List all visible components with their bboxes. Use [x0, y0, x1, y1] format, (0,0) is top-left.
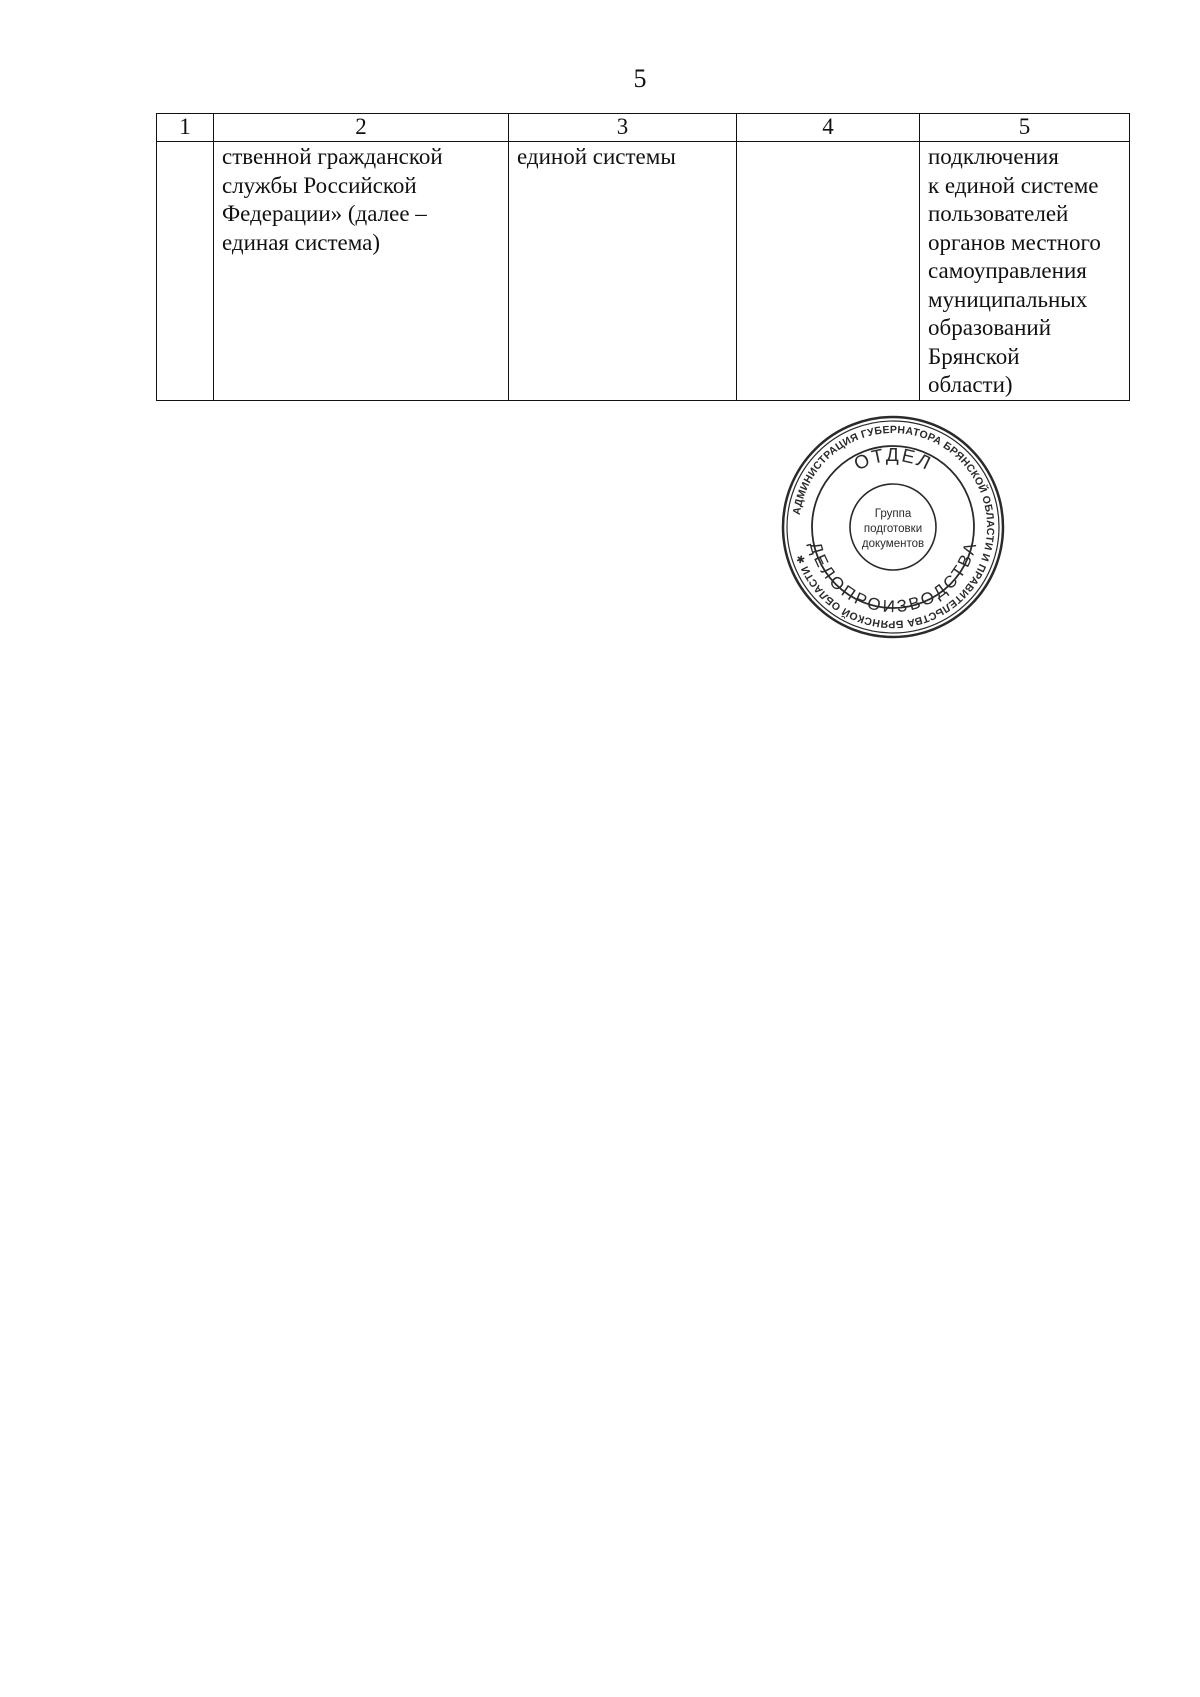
stamp-center-line: документов [861, 538, 925, 550]
header-cell-4: 4 [737, 114, 920, 142]
cell-text-line: органов местного [928, 229, 1101, 255]
stamp-ring-text: АДМИНИСТРАЦИЯ ГУБЕРНАТОРА БРЯНСКОЙ ОБЛАСТИ И ПРАВИТЕЛЬСТВА БРЯНСКОЙ ОБЛАСТИ ✱ [790, 423, 997, 631]
row-cell-4 [737, 142, 920, 401]
stamp-center-line: подготовки [863, 523, 923, 535]
cell-text-line: к единой системе [928, 172, 1099, 198]
header-cell-1: 1 [157, 114, 214, 142]
official-stamp [780, 414, 1006, 640]
stamp-bottom-text: ДЕЛОПРОИЗВОДСТВА [805, 539, 981, 617]
cell-text-line: образований [928, 315, 1052, 340]
cell-text-line: самоуправления [928, 258, 1087, 283]
document-table [156, 113, 1130, 401]
cell-text-line: ственной гражданской [222, 144, 443, 169]
header-cell-3: 3 [509, 114, 737, 142]
page-number: 5 [633, 64, 647, 93]
row-cell-5 [920, 142, 1130, 401]
row-cell-3 [509, 142, 737, 401]
cell-text-line: муниципальных [928, 286, 1088, 312]
header-cell-2: 2 [214, 114, 509, 142]
table-header-row [157, 114, 1130, 142]
stamp-center-line: Группа [874, 508, 912, 520]
header-cell-5: 5 [920, 114, 1130, 142]
stamp-top-text: ОТДЕЛ [851, 444, 936, 476]
cell-text-line: единая система) [222, 229, 381, 255]
table-row [157, 142, 1130, 401]
cell-text-line: Брянской [928, 343, 1020, 369]
row-cell-2 [214, 142, 509, 401]
cell-text-line: службы Российской [222, 172, 417, 198]
stamp-seal [780, 414, 1006, 640]
cell-text-line: единой системы [517, 144, 676, 169]
cell-text-line: подключения [928, 144, 1059, 169]
cell-text-line: области) [928, 372, 1013, 397]
cell-text-line: пользователей [928, 201, 1069, 226]
cell-text-line: Федерации» (далее – [222, 201, 427, 226]
row-cell-1 [157, 142, 214, 401]
